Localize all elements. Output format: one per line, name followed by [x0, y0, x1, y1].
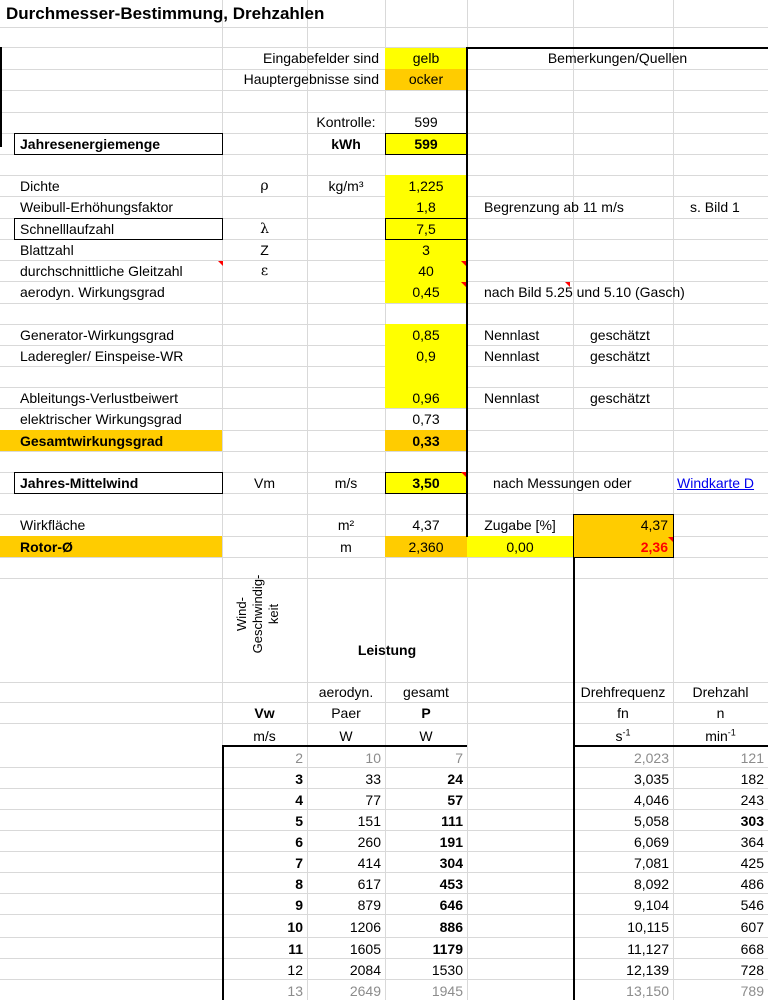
input-legend-label: Eingabefelder sind	[263, 50, 379, 66]
gridline	[0, 451, 768, 452]
density-unit: kg/m³	[328, 178, 364, 194]
p-cell[interactable]: 1945	[431, 983, 463, 999]
n-cell[interactable]: 789	[740, 983, 764, 999]
n-cell[interactable]: 546	[740, 897, 764, 913]
gridline	[0, 69, 768, 70]
wind-speed-header-text: Wind-Geschwindig-keit	[234, 574, 281, 654]
col-total-header: gesamt	[403, 684, 449, 700]
inverter-note: Nennlast	[484, 348, 540, 364]
col-n-unit-base: min	[705, 728, 728, 744]
gridline	[0, 937, 768, 938]
fn-cell[interactable]: 5,058	[633, 813, 669, 829]
density-value[interactable]: 1,225	[408, 178, 444, 194]
result-legend-label: Hauptergebnisse sind	[243, 71, 379, 87]
gen-eff-label: Generator-Wirkungsgrad	[20, 327, 175, 343]
windkarte-link[interactable]: Windkarte D	[677, 475, 755, 491]
elec-eff-value[interactable]: 0,73	[412, 411, 440, 427]
col-vw-symbol: Vw	[254, 705, 275, 721]
paer-cell[interactable]: 1206	[349, 919, 381, 935]
col-n-unit	[673, 726, 768, 746]
gen-eff-note: Nennlast	[484, 327, 540, 343]
paer-cell[interactable]: 10	[365, 750, 381, 766]
wind-symbol: Vm	[254, 475, 275, 491]
blades-label: Blattzahl	[20, 242, 74, 258]
n-cell[interactable]: 303	[740, 813, 764, 829]
gen-eff-value[interactable]: 0,85	[412, 327, 440, 343]
gridline	[0, 303, 768, 304]
rotor-extra-pct[interactable]: 0,00	[506, 539, 534, 555]
paer-cell[interactable]: 617	[357, 876, 381, 892]
lead-loss-note: Nennlast	[484, 390, 540, 406]
col-paer-symbol: Paer	[331, 705, 361, 721]
power-header: Leistung	[357, 642, 417, 658]
weibull-value[interactable]: 1,8	[416, 199, 436, 215]
p-cell[interactable]: 1530	[431, 962, 463, 978]
blades-value[interactable]: 3	[422, 242, 430, 258]
vw-cell[interactable]: 9	[295, 897, 303, 913]
result-legend-value[interactable]: ocker	[408, 71, 444, 87]
col-p-unit: W	[419, 728, 433, 744]
comment-marker-icon[interactable]	[668, 537, 673, 542]
energy-label: Jahresenergiemenge	[20, 136, 161, 152]
fn-cell[interactable]: 10,115	[627, 919, 669, 935]
wind-unit: m/s	[334, 475, 358, 491]
area-extra-value[interactable]: 4,37	[640, 517, 668, 533]
input-legend-value[interactable]: gelb	[412, 50, 440, 66]
sheet-left-border	[0, 47, 2, 147]
vw-cell[interactable]: 10	[287, 919, 303, 935]
fn-cell[interactable]: 4,046	[633, 792, 669, 808]
total-eff-label: Gesamtwirkungsgrad	[20, 433, 164, 449]
paer-cell[interactable]: 33	[365, 771, 381, 787]
col-fn-symbol: fn	[617, 705, 629, 721]
n-cell[interactable]: 243	[740, 792, 764, 808]
col-speed-header: Drehzahl	[692, 684, 749, 700]
paer-cell[interactable]: 414	[357, 855, 381, 871]
density-label: Dichte	[20, 178, 60, 194]
area-unit: m²	[337, 517, 355, 533]
gridline	[0, 723, 768, 724]
col-n-unit-exp: -1	[727, 727, 736, 738]
inverter-label: Laderegler/ Einspeise-WR	[20, 348, 184, 364]
gridline	[0, 366, 768, 367]
glide-symbol: ε	[260, 263, 269, 279]
wind-label: Jahres-Mittelwind	[20, 475, 139, 491]
col-n-symbol: n	[716, 705, 725, 721]
vw-cell[interactable]: 6	[295, 834, 303, 850]
area-label: Wirkfläche	[20, 517, 86, 533]
rotor-result[interactable]: 2,36	[640, 539, 668, 555]
paer-cell[interactable]: 77	[365, 792, 381, 808]
lead-loss-note-estimate: geschätzt	[590, 390, 650, 406]
fn-cell[interactable]: 11,127	[627, 941, 669, 957]
n-cell[interactable]: 486	[740, 876, 764, 892]
weibull-note: Begrenzung ab 11 m/s	[484, 199, 624, 215]
col-aero-header: aerodyn.	[318, 684, 374, 700]
p-cell[interactable]: 1179	[432, 941, 463, 957]
vw-cell[interactable]: 2	[295, 750, 303, 766]
rotor-label: Rotor-Ø	[20, 539, 73, 555]
col-vw-unit: m/s	[253, 728, 276, 744]
vw-cell[interactable]: 5	[295, 813, 303, 829]
wind-speed-header	[234, 574, 282, 654]
energy-value[interactable]: 599	[414, 136, 438, 152]
p-cell[interactable]: 24	[447, 771, 463, 787]
fn-cell[interactable]: 12,139	[626, 962, 669, 978]
control-label: Kontrolle:	[316, 114, 376, 130]
vw-cell[interactable]: 7	[295, 855, 303, 871]
fn-cell[interactable]: 3,035	[633, 771, 669, 787]
aero-eff-note: nach Bild 5.25 und 5.10 (Gasch)	[484, 284, 685, 300]
elec-eff-label: elektrischer Wirkungsgrad	[20, 411, 182, 427]
col-paer-unit: W	[339, 728, 353, 744]
gridline	[0, 578, 768, 579]
area-value[interactable]: 4,37	[412, 517, 440, 533]
area-extra-label: Zugabe [%]	[484, 517, 556, 533]
paer-cell[interactable]: 2649	[349, 983, 381, 999]
p-cell[interactable]: 57	[447, 792, 463, 808]
gridline	[0, 90, 768, 91]
rotor-unit: m	[340, 539, 352, 555]
aero-eff-value[interactable]: 0,45	[412, 284, 440, 300]
paer-cell[interactable]: 260	[357, 834, 381, 850]
lead-loss-label: Ableitungs-Verlustbeiwert	[20, 390, 178, 406]
vw-cell[interactable]: 12	[287, 962, 303, 978]
col-p-symbol: P	[421, 705, 431, 721]
p-cell[interactable]: 646	[439, 897, 463, 913]
n-cell[interactable]: 121	[740, 750, 764, 766]
vw-cell[interactable]: 13	[287, 983, 303, 999]
fn-cell[interactable]: 9,104	[633, 897, 669, 913]
vw-cell[interactable]: 8	[295, 876, 303, 892]
col-fn-unit-exp: -1	[622, 727, 631, 738]
rotor-value[interactable]: 2,360	[408, 539, 444, 555]
inverter-note-estimate: geschätzt	[590, 348, 650, 364]
n-cell[interactable]: 668	[740, 941, 764, 957]
n-cell[interactable]: 425	[740, 855, 764, 871]
paer-cell[interactable]: 151	[357, 813, 381, 829]
weibull-label: Weibull-Erhöhungsfaktor	[20, 199, 174, 215]
col-freq-header: Drehfrequenz	[580, 684, 666, 700]
vw-cell[interactable]: 11	[288, 941, 303, 957]
glide-label: durchschnittliche Gleitzahl	[20, 263, 183, 279]
paer-cell[interactable]: 2084	[349, 962, 381, 978]
aero-eff-label: aerodyn. Wirkungsgrad	[20, 284, 165, 300]
total-eff-value[interactable]: 0,33	[412, 433, 440, 449]
blades-symbol: Z	[260, 242, 269, 258]
remarks-header: Bemerkungen/Quellen	[547, 50, 688, 66]
col-fn-unit	[573, 726, 673, 746]
lead-loss-value[interactable]: 0,96	[412, 390, 440, 406]
weibull-figure-ref: s. Bild 1	[690, 199, 740, 215]
paer-cell[interactable]: 879	[357, 897, 381, 913]
fn-cell[interactable]: 13,150	[626, 983, 669, 999]
p-cell[interactable]: 191	[439, 834, 463, 850]
vw-cell[interactable]: 4	[295, 792, 303, 808]
gen-eff-note-estimate: geschätzt	[590, 327, 650, 343]
col-fn-unit-base: s	[615, 728, 623, 744]
sheet-title: Durchmesser-Bestimmung, Drehzahlen	[6, 4, 325, 23]
fn-cell[interactable]: 6,069	[633, 834, 669, 850]
fn-cell[interactable]: 8,092	[633, 876, 669, 892]
density-symbol: ρ	[260, 178, 269, 194]
n-cell[interactable]: 728	[740, 962, 764, 978]
glide-value[interactable]: 40	[418, 263, 434, 279]
n-cell[interactable]: 607	[740, 919, 764, 935]
p-cell[interactable]: 453	[439, 876, 463, 892]
tsr-label: Schnelllaufzahl	[20, 221, 115, 237]
paer-cell[interactable]: 1605	[349, 941, 381, 957]
fn-cell[interactable]: 7,081	[633, 855, 669, 871]
n-cell[interactable]: 364	[740, 834, 764, 850]
energy-unit: kWh	[331, 136, 361, 152]
n-cell[interactable]: 182	[740, 771, 764, 787]
wind-note: nach Messungen oder	[493, 475, 632, 491]
control-value[interactable]: 599	[414, 114, 438, 130]
wind-value[interactable]: 3,50	[412, 475, 440, 491]
p-cell[interactable]: 111	[441, 813, 463, 829]
inverter-value[interactable]: 0,9	[416, 348, 436, 364]
p-cell[interactable]: 886	[439, 919, 463, 935]
p-cell[interactable]: 304	[439, 855, 463, 871]
gridline	[0, 27, 768, 28]
p-cell[interactable]: 7	[455, 750, 463, 766]
fn-cell[interactable]: 2,023	[633, 750, 669, 766]
tsr-symbol: λ	[260, 221, 269, 237]
tsr-value[interactable]: 7,5	[416, 221, 436, 237]
vw-cell[interactable]: 3	[295, 771, 303, 787]
